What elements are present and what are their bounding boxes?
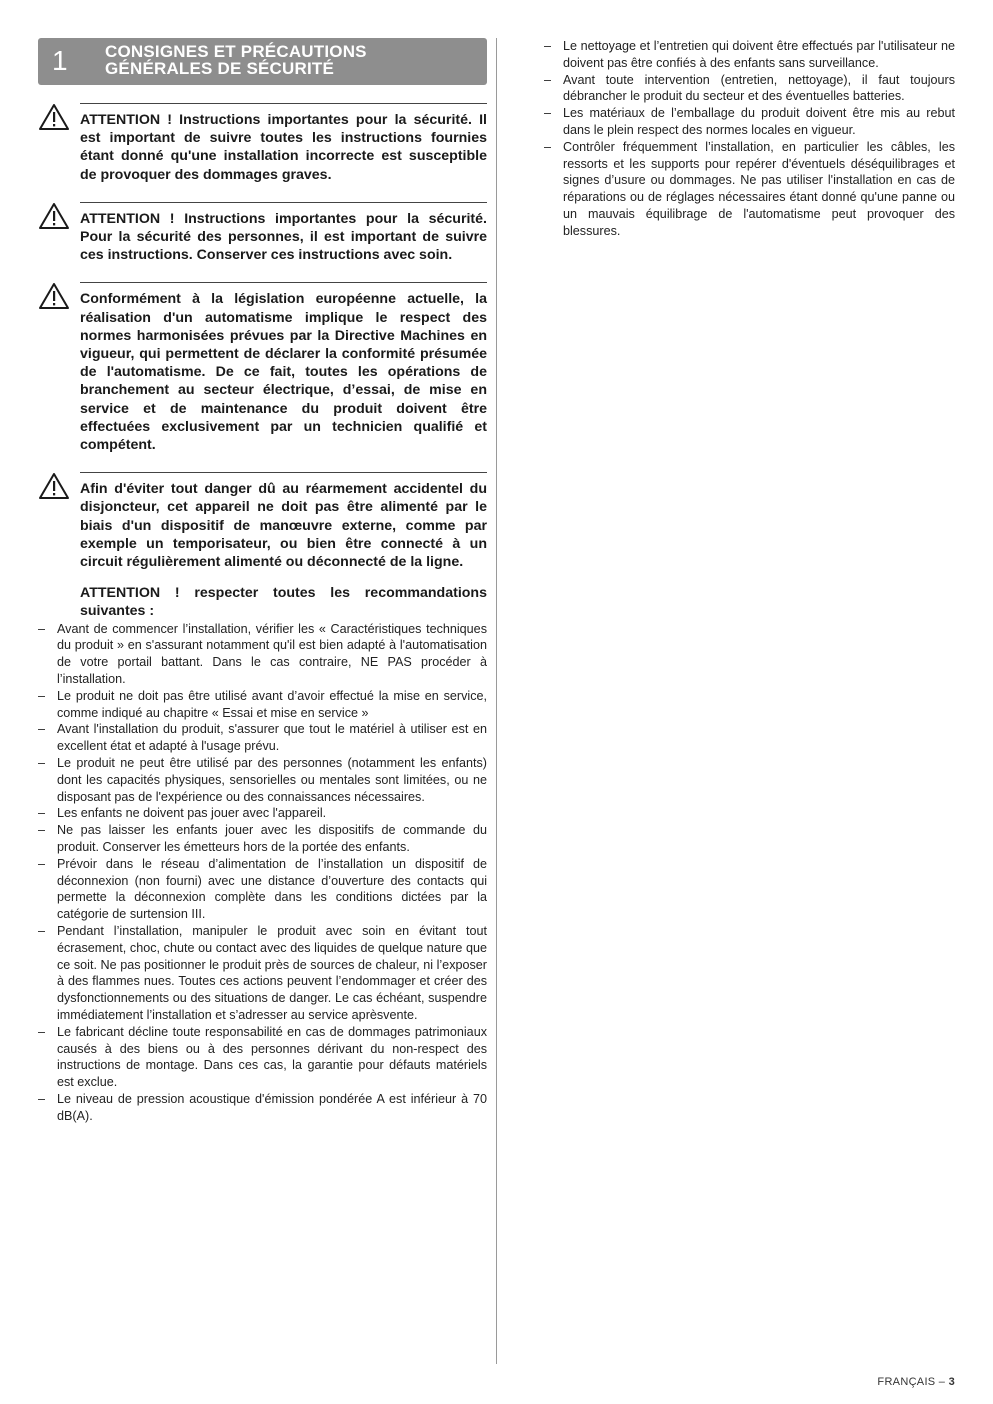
dash-bullet: – xyxy=(38,722,46,737)
list-item xyxy=(38,822,487,856)
dash-bullet: – xyxy=(38,688,46,703)
list-item-text: Pendant l’installation, manipuler le produit avec soin en évitant tout écrasement, choc, chute ou contact avec des liquides de quelque nature que ce soit. Ne pas positionner le produit près de sources de chaleur, ni l’exposer à des flammes nues. Toutes ces actions peuvent l’endommager et créer des dysfonctionnements ou des situations de danger. Le cas échéant, suspendre immédiatement l’installation et s’adresser au service aprèsvente. xyxy=(57,924,487,1022)
warning-text: Afin d'éviter tout danger dû au réarmement accidentel du disjoncteur, cet appareil ne doit pas être alimenté par le biais d'un dispositif de manœuvre externe, comme par exemple un temporisateur, ou bien être connecté à un circuit régulièrement alimenté ou déconnecté de la ligne. xyxy=(80,481,487,571)
list-item-text: Avant l'installation du produit, s'assurer que tout le matériel à utiliser est en excellent état et adapté à l'usage prévu. xyxy=(57,722,487,754)
attention-heading: ATTENTION ! respecter toutes les recommandations suivantes : xyxy=(80,585,487,620)
list-item-text: Les matériaux de l’emballage du produit doivent être mis au rebut dans le plein respect des normes locales en vigueur. xyxy=(563,106,955,137)
dash-bullet: – xyxy=(38,1024,46,1039)
section-title: CONSIGNES ET PRÉCAUTIONS GÉNÉRALES DE SÉCURITÉ xyxy=(105,42,367,78)
warning-triangle-icon xyxy=(38,472,70,500)
list-item-text: Les enfants ne doivent pas jouer avec l'appareil. xyxy=(57,806,327,821)
list-item xyxy=(544,38,955,72)
warning-block xyxy=(38,103,487,184)
list-item-text: Le nettoyage et l’entretien qui doivent être effectués par l'utilisateur ne doivent pas être confiés à des enfants sans surveillance. xyxy=(563,39,955,70)
list-item-text: Avant de commencer l’installation, vérifier les « Caractéristiques techniques du produit » en s'assurant notamment qu'il est bien adapté à l'automatisation de votre portail battant. Dans le cas contraire, NE PAS procéder à l’installation. xyxy=(57,621,487,687)
list-item-text: Ne pas laisser les enfants jouer avec les dispositifs de commande du produit. Conserver les émetteurs hors de la portée des enfants. xyxy=(57,823,487,855)
list-item xyxy=(38,1091,487,1125)
list-item-text: Le fabricant décline toute responsabilité en cas de dommages patrimoniaux causés à des biens ou à des personnes dérivant du non-respect des instructions de montage. Dans ces cas, la garantie pour défauts matériels est exclue. xyxy=(57,1024,487,1090)
list-item xyxy=(38,805,487,822)
list-item xyxy=(38,721,487,755)
dash-bullet: – xyxy=(544,139,552,154)
warning-text: ATTENTION ! Instructions importantes pour la sécurité. Il est important de suivre toutes les instructions fournies étant donné qu'une installation incorrecte est susceptible de provoquer des dommages graves. xyxy=(80,112,487,183)
recommendations-list xyxy=(38,621,487,1125)
list-item xyxy=(38,1024,487,1091)
list-item xyxy=(38,688,487,722)
warning-block xyxy=(38,472,487,571)
right-column xyxy=(544,38,955,240)
list-item xyxy=(38,621,487,688)
warning-triangle-icon xyxy=(38,282,70,310)
dash-bullet: – xyxy=(38,621,46,636)
warning-triangle-icon xyxy=(38,202,70,230)
list-item xyxy=(38,923,487,1024)
list-item xyxy=(38,856,487,923)
warning-text: ATTENTION ! Instructions importantes pour la sécurité. Pour la sécurité des personnes, il est important de suivre ces instructions. Conserver ces instructions avec soin. xyxy=(80,210,487,264)
left-column xyxy=(38,38,487,1125)
dash-bullet: – xyxy=(38,1091,46,1106)
warnings-list xyxy=(38,103,487,571)
dash-bullet: – xyxy=(544,106,552,121)
warning-triangle-icon xyxy=(38,103,70,131)
column-divider xyxy=(496,38,497,1364)
list-item-text: Le produit ne doit pas être utilisé avant d’avoir effectué la mise en service, comme indiqué au chapitre « Essai et mise en service » xyxy=(57,688,487,720)
dash-bullet: – xyxy=(38,856,46,871)
dash-bullet: – xyxy=(38,823,46,838)
list-item-text: Le niveau de pression acoustique d'émission pondérée A est inférieur à 70 dB(A). xyxy=(57,1091,487,1123)
list-item-text: Prévoir dans le réseau d’alimentation de l’installation un dispositif de déconnexion (non fourni) avec une distance d’ouverture des contacts qui permette la déconnexion complète dans les conditions dictées par la catégorie de surtension III. xyxy=(57,856,487,922)
list-item-text: Contrôler fréquemment l’installation, en particulier les câbles, les ressorts et les supports pour repérer d'éventuels déséquilibrages et signes d’usure ou dommages. Ne pas utiliser l'installation en cas de réparations ou de réglages nécessaires étant donné qu'une panne ou un mauvais équilibrage de l'automatisme peut provoquer des blessures. xyxy=(563,139,955,238)
section-header xyxy=(38,38,487,85)
list-item-text: Avant toute intervention (entretien, nettoyage), il faut toujours débrancher le produit du secteur et des éventuelles batteries. xyxy=(563,72,955,104)
list-item-text: Le produit ne peut être utilisé par des personnes (notamment les enfants) dont les capacités physiques, sensorielles ou mentales sont limitées, ou ne disposant pas de l'expérience ou des connaissances nécessaires. xyxy=(57,756,487,804)
warning-block xyxy=(38,202,487,265)
dash-bullet: – xyxy=(544,72,552,87)
dash-bullet: – xyxy=(38,756,46,771)
warning-text: Conformément à la législation européenne actuelle, la réalisation d'un automatisme implique le respect des normes harmonisées prévues par la Directive Machines en vigueur, qui permettent de déclarer la conformité présumée de l'automatisme. De ce fait, toutes les opérations de branchement au secteur électrique, d’essai, de mise en service et de maintenance du produit doivent être effectuées exclusivement par un technicien qualifié et compétent. xyxy=(80,291,487,454)
footer-language: FRANÇAIS – xyxy=(877,1376,949,1388)
page-number: 3 xyxy=(948,1376,955,1388)
list-item xyxy=(38,755,487,805)
dash-bullet: – xyxy=(38,806,46,821)
page-footer xyxy=(877,1376,955,1388)
warning-block xyxy=(38,282,487,454)
recommendations-list-continued xyxy=(544,38,955,240)
section-number: 1 xyxy=(52,45,68,76)
list-item xyxy=(544,139,955,240)
list-item xyxy=(544,72,955,106)
dash-bullet: – xyxy=(544,39,552,53)
dash-bullet: – xyxy=(38,924,46,939)
list-item xyxy=(544,105,955,139)
